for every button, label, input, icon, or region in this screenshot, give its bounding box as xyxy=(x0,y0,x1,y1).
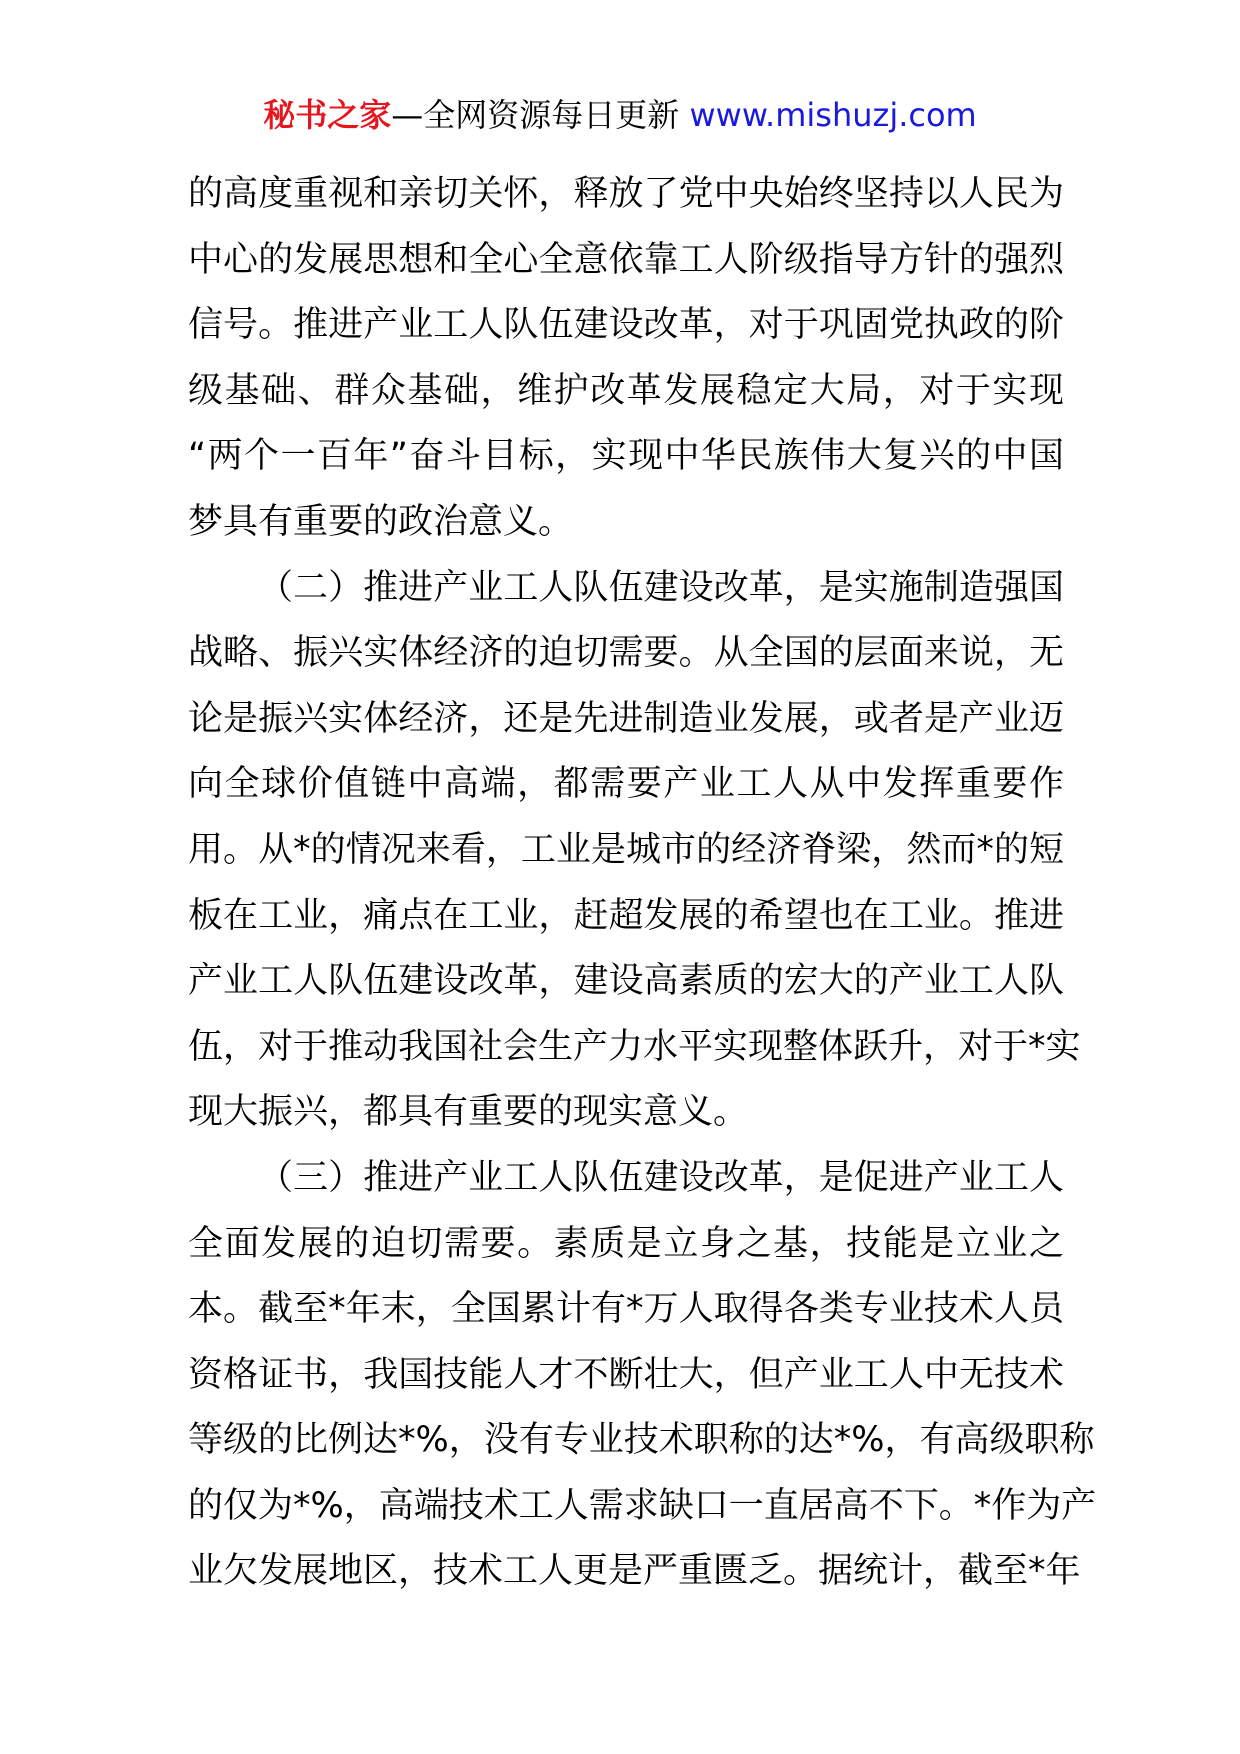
text-line: 板在工业，痛点在工业，赶超发展的希望也在工业。推进 xyxy=(188,895,1064,936)
text-line: 本。截至*年末，全国累计有*万人取得各类专业技术人员 xyxy=(188,1289,1064,1330)
text-line: 等级的比例达*%，没有专业技术职称的达*%，有高级职称 xyxy=(188,1420,1095,1461)
text-line: 战略、振兴实体经济的迫切需要。从全国的层面来说，无 xyxy=(188,633,1064,674)
text-line: （三）推进产业工人队伍建设改革，是促进产业工人 xyxy=(258,1157,1064,1198)
text-line: “两个一百年”奋斗目标，实现中华民族伟大复兴的中国 xyxy=(188,436,1064,477)
text-line: 用。从*的情况来看，工业是城市的经济脊梁，然而*的短 xyxy=(188,829,1064,870)
text-line: 的高度重视和亲切关怀，释放了党中央始终坚持以人民为 xyxy=(188,174,1064,214)
site-slogan: —全网资源每日更新 xyxy=(391,96,690,134)
text-line: 级基础、群众基础，维护改革发展稳定大局，对于实现 xyxy=(188,370,1064,411)
site-url-link[interactable]: www.mishuzj.com xyxy=(689,96,977,134)
text-line: 梦具有重要的政治意义。 xyxy=(188,501,574,542)
text-line: 中心的发展思想和全心全意依靠工人阶级指导方针的强烈 xyxy=(188,239,1064,280)
text-line: 全面发展的迫切需要。素质是立身之基，技能是立业之 xyxy=(188,1223,1064,1264)
text-line: （二）推进产业工人队伍建设改革，是实施制造强国 xyxy=(258,567,1064,608)
text-line: 向全球价值链中高端，都需要产业工人从中发挥重要作 xyxy=(188,764,1064,805)
text-line: 业欠发展地区，技术工人更是严重匮乏。据统计，截至*年 xyxy=(188,1551,1081,1592)
site-header xyxy=(0,90,1240,140)
text-line: 产业工人队伍建设改革，建设高素质的宏大的产业工人队 xyxy=(188,961,1064,1002)
site-brand: 秘书之家 xyxy=(263,96,392,134)
document-body xyxy=(188,162,1097,1605)
text-line: 资格证书，我国技能人才不断壮大，但产业工人中无技术 xyxy=(188,1354,1064,1395)
text-line: 的仅为*%，高端技术工人需求缺口一直居高不下。*作为产 xyxy=(188,1485,1097,1526)
text-line: 伍，对于推动我国社会生产力水平实现整体跃升，对于*实 xyxy=(188,1026,1081,1067)
text-line: 信号。推进产业工人队伍建设改革，对于巩固党执政的阶 xyxy=(188,305,1064,346)
paragraph-2 xyxy=(188,556,1081,1146)
paragraph-3 xyxy=(188,1146,1097,1605)
paragraph-1 xyxy=(188,162,1064,556)
text-line: 现大振兴，都具有重要的现实意义。 xyxy=(188,1092,749,1133)
text-line: 论是振兴实体经济，还是先进制造业发展，或者是产业迈 xyxy=(188,698,1064,739)
